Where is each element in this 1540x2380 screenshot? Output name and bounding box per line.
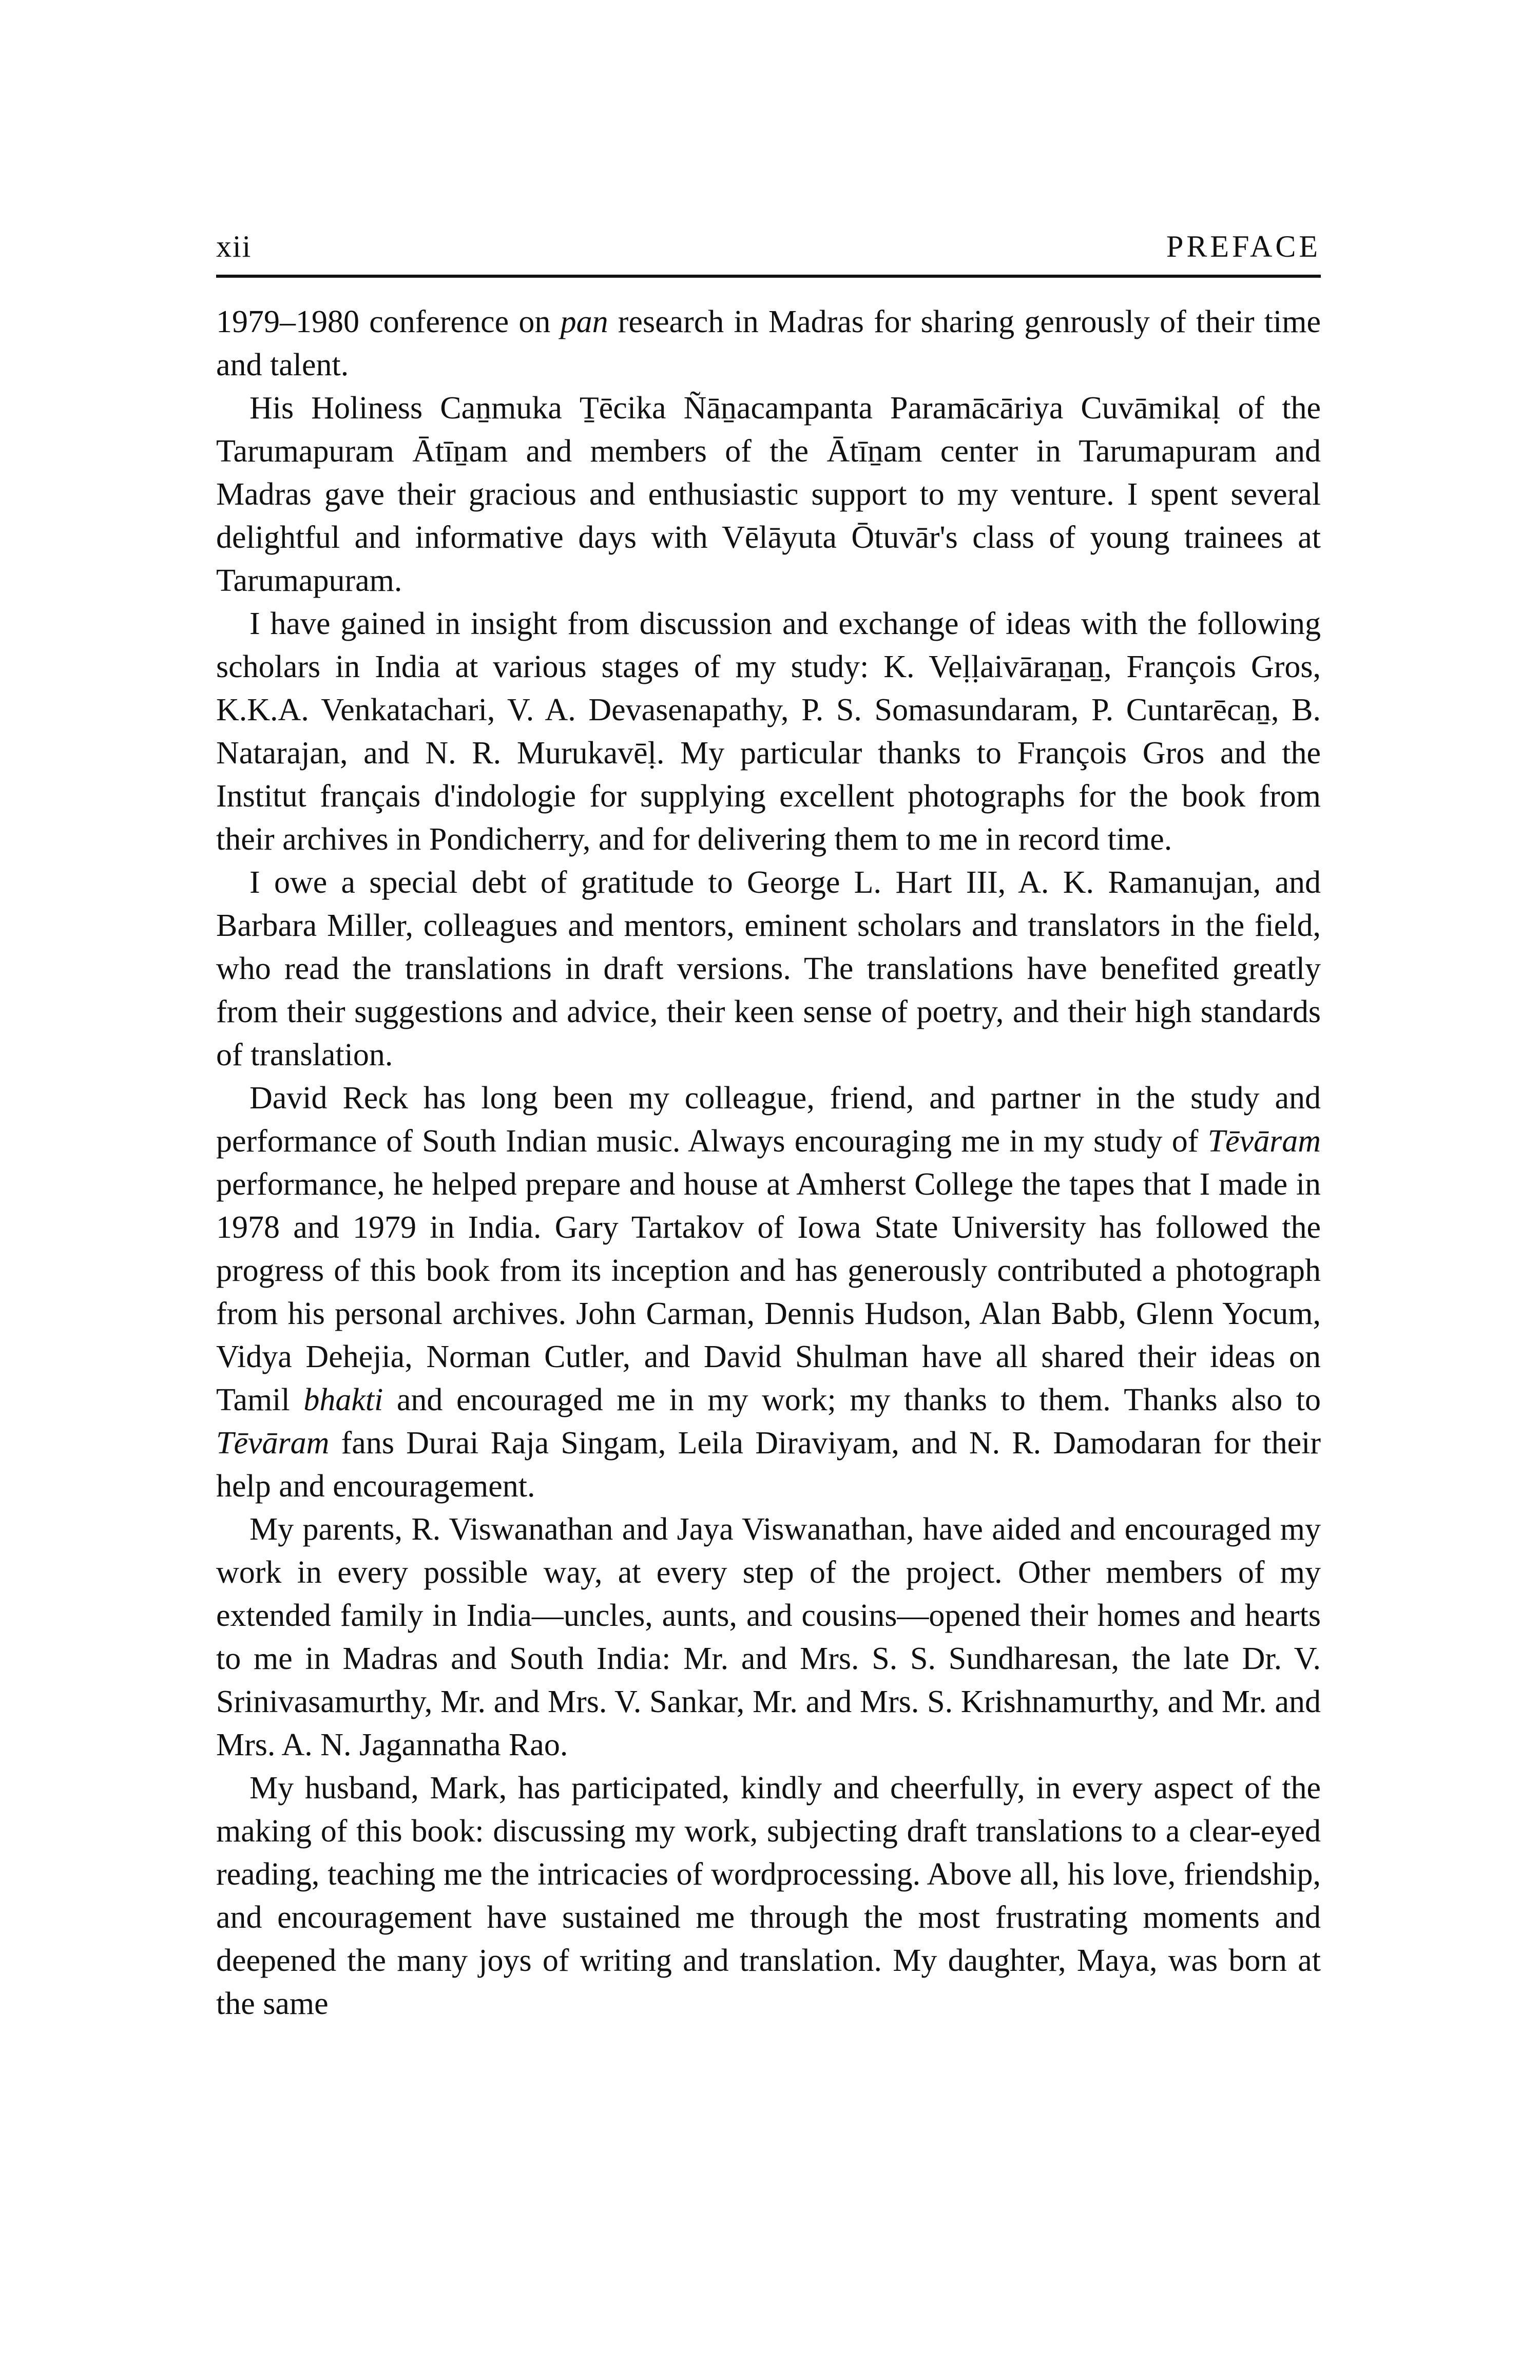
paragraph-colleagues: David Reck has long been my colleague, friend, and partner in the study and performance of South Indian music. Always encouraging me in my study of Tēvāram performance, he helped prepare and house at Amherst College the tapes that I made in 1978 and 1979 in India. Gary Tartakov of Iowa State University has followed the progress of this book from its inception and has generously contributed a photograph from his personal archives. John Carman, Dennis Hudson, Alan Babb, Glenn Yocum, Vidya Dehejia, Norman Cutler, and David Shulman have all shared their ideas on Tamil bhakti and encouraged me in my work; my thanks to them. Thanks also to Tēvāram fans Durai Raja Singam, Leila Diraviyam, and N. R. Damodaran for their help and encouragement. [216,1081,1321,1504]
running-head [216,218,1321,278]
body-text [216,300,1321,2025]
paragraph-atinam: His Holiness Caṉmuka Ṯēcika Ñāṉacampanta Paramācāriya Cuvāmikaḷ of the Tarumapuram Ātīṉam and members of the Ātīṉam center in Tarumapuram and Madras gave their gracious and enthusiastic support to my venture. I spent several delightful and informative days with Vēlāyuta Ōtuvār's class of young trainees at Tarumapuram. [216,391,1321,598]
page-number: xii [216,229,252,263]
paragraph-scholars: I have gained in insight from discussion and exchange of ideas with the following scholars in India at various stages of my study: K. Veḷḷaivāraṉaṉ, François Gros, K.K.A. Venkatachari, V. A. Devasenapathy, P. S. Somasundaram, P. Cuntarēcaṉ, B. Natarajan, and N. R. Murukavēḷ. My particular thanks to François Gros and the Institut français d'indologie for supplying excellent photographs for the book from their archives in Pondicherry, and for delivering them to me in record time. [216,606,1321,857]
paragraph-mentors: I owe a special debt of gratitude to George L. Hart III, A. K. Ramanujan, and Barbara Miller, colleagues and mentors, eminent scholars and translators in the field, who read the translations in draft versions. The translations have benefited greatly from their suggestions and advice, their keen sense of poetry, and their high standards of translation. [216,865,1321,1072]
section-title: PREFACE [1166,229,1321,263]
paragraph-husband: My husband, Mark, has participated, kindly and cheerfully, in every aspect of the making of this book: discussing my work, subjecting draft translations to a clear-eyed reading, teaching me the intricacies of wordprocessing. Above all, his love, friendship, and encouragement have sustained me through the most frustrating moments and deepened the many joys of writing and translation. My daughter, Maya, was born at the same [216,1771,1321,2021]
paragraph-family: My parents, R. Viswanathan and Jaya Viswanathan, have aided and encouraged my work in every possible way, at every step of the project. Other members of my extended family in India—uncles, aunts, and cousins—opened their homes and hearts to me in Madras and South India: Mr. and Mrs. S. S. Sundharesan, the late Dr. V. Srinivasamurthy, Mr. and Mrs. V. Sankar, Mr. and Mrs. S. Krishnamurthy, and Mr. and Mrs. A. N. Jagannatha Rao. [216,1512,1321,1762]
paragraph-conference: 1979–1980 conference on pan research in Madras for sharing genrously of their time and talent. [216,304,1321,382]
